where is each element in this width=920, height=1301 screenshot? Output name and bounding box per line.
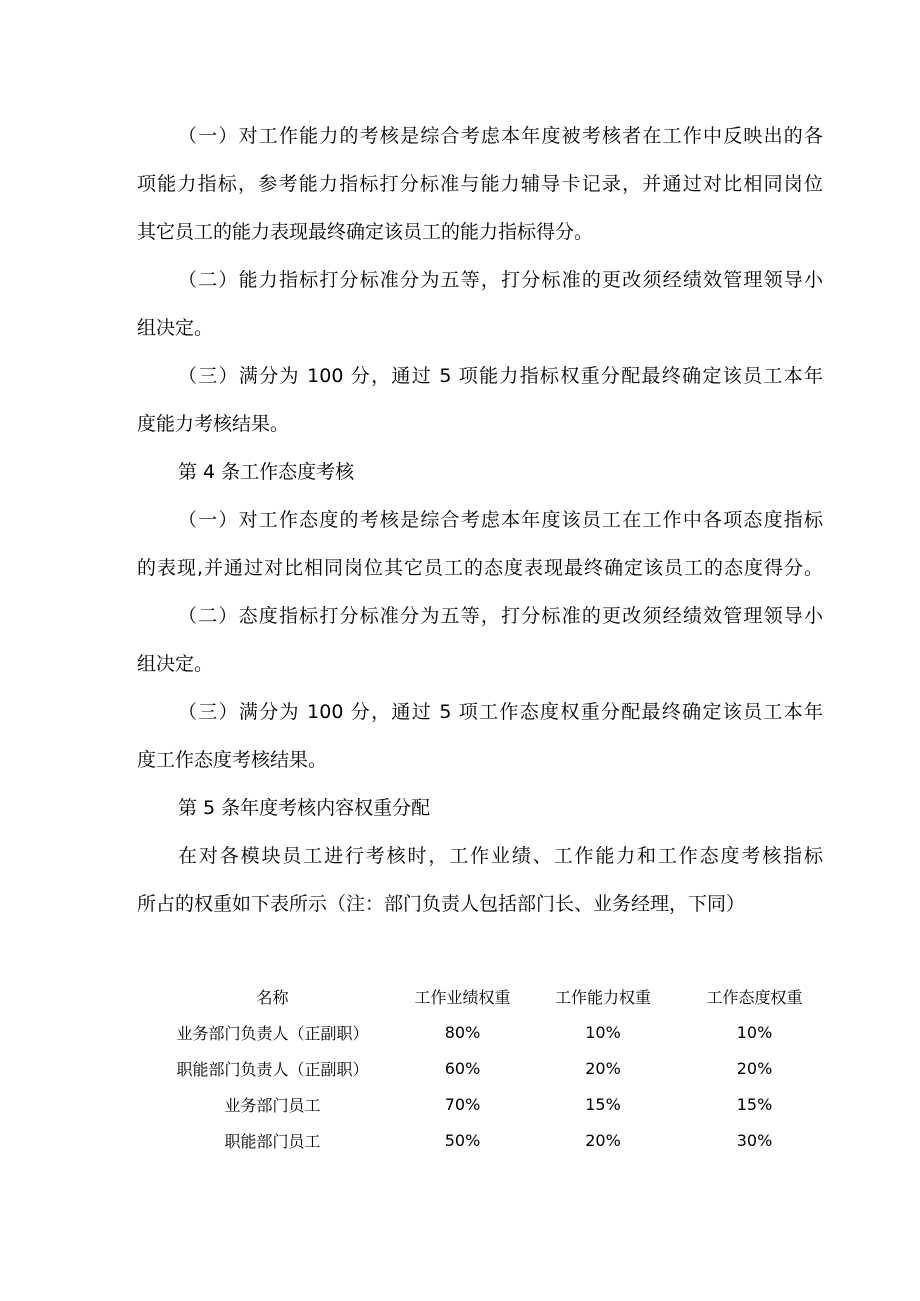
text-line: 的表现,并通过对比相同岗位其它员工的态度表现最终确定该员工的态度得分。 bbox=[137, 557, 823, 579]
article-heading: 第 5 条年度考核内容权重分配 bbox=[178, 797, 431, 819]
table-cell: 20% bbox=[736, 1058, 773, 1078]
text-line: 其它员工的能力表现最终确定该员工的能力指标得分。 bbox=[137, 221, 594, 243]
header-ability-weight: 工作能力权重 bbox=[554, 987, 651, 1007]
table-cell: 50% bbox=[444, 1130, 481, 1150]
table-cell: 职能部门员工 bbox=[224, 1131, 321, 1151]
article-heading: 第 4 条工作态度考核 bbox=[178, 461, 355, 483]
header-performance-weight: 工作业绩权重 bbox=[414, 987, 511, 1007]
table-cell: 70% bbox=[444, 1094, 481, 1114]
table-row bbox=[150, 1014, 833, 1050]
table-row bbox=[150, 1050, 833, 1086]
table-cell: 30% bbox=[736, 1130, 773, 1150]
table-cell: 60% bbox=[444, 1058, 481, 1078]
text-line: 项能力指标，参考能力指标打分标准与能力辅导卡记录，并通过对比相同岗位 bbox=[137, 173, 823, 195]
text-line: （一）对工作能力的考核是综合考虑本年度被考核者在工作中反映出的各 bbox=[178, 125, 823, 147]
text-line: 度工作态度考核结果。 bbox=[137, 749, 328, 771]
table-row bbox=[150, 1086, 833, 1122]
table-row bbox=[150, 1122, 833, 1158]
body-text bbox=[137, 112, 823, 928]
header-attitude-weight: 工作态度权重 bbox=[706, 987, 803, 1007]
text-line: 组决定。 bbox=[137, 653, 214, 675]
table-cell: 10% bbox=[736, 1022, 773, 1042]
table-cell: 20% bbox=[585, 1058, 621, 1078]
table-cell: 10% bbox=[585, 1022, 621, 1042]
text-line: （三）满分为 100 分，通过 5 项工作态度权重分配最终确定该员工本年 bbox=[178, 701, 823, 723]
text-line: 度能力考核结果。 bbox=[137, 413, 290, 435]
text-line: （二）能力指标打分标准分为五等，打分标准的更改须经绩效管理领导小 bbox=[178, 269, 823, 291]
text-line: （一）对工作态度的考核是综合考虑本年度该员工在工作中各项态度指标 bbox=[178, 509, 823, 531]
table-cell: 15% bbox=[736, 1094, 773, 1114]
text-line: （三）满分为 100 分，通过 5 项能力指标权重分配最终确定该员工本年 bbox=[178, 365, 823, 387]
table-header-row bbox=[150, 978, 833, 1014]
table-cell: 80% bbox=[444, 1022, 481, 1042]
weight-table-wrapper bbox=[150, 978, 850, 1158]
header-name: 名称 bbox=[256, 987, 289, 1007]
text-line: 在对各模块员工进行考核时，工作业绩、工作能力和工作态度考核指标 bbox=[178, 845, 823, 867]
table-cell: 职能部门负责人（正副职） bbox=[176, 1059, 369, 1079]
table-cell: 业务部门员工 bbox=[224, 1095, 321, 1115]
weight-table bbox=[150, 978, 833, 1158]
text-line: 所占的权重如下表所示（注：部门负责人包括部门长、业务经理，下同） bbox=[137, 893, 746, 915]
text-line: （二）态度指标打分标准分为五等，打分标准的更改须经绩效管理领导小 bbox=[178, 605, 823, 627]
text-line: 组决定。 bbox=[137, 317, 214, 339]
table-cell: 20% bbox=[585, 1130, 621, 1150]
table-cell: 15% bbox=[585, 1094, 621, 1114]
table-cell: 业务部门负责人（正副职） bbox=[176, 1023, 369, 1043]
